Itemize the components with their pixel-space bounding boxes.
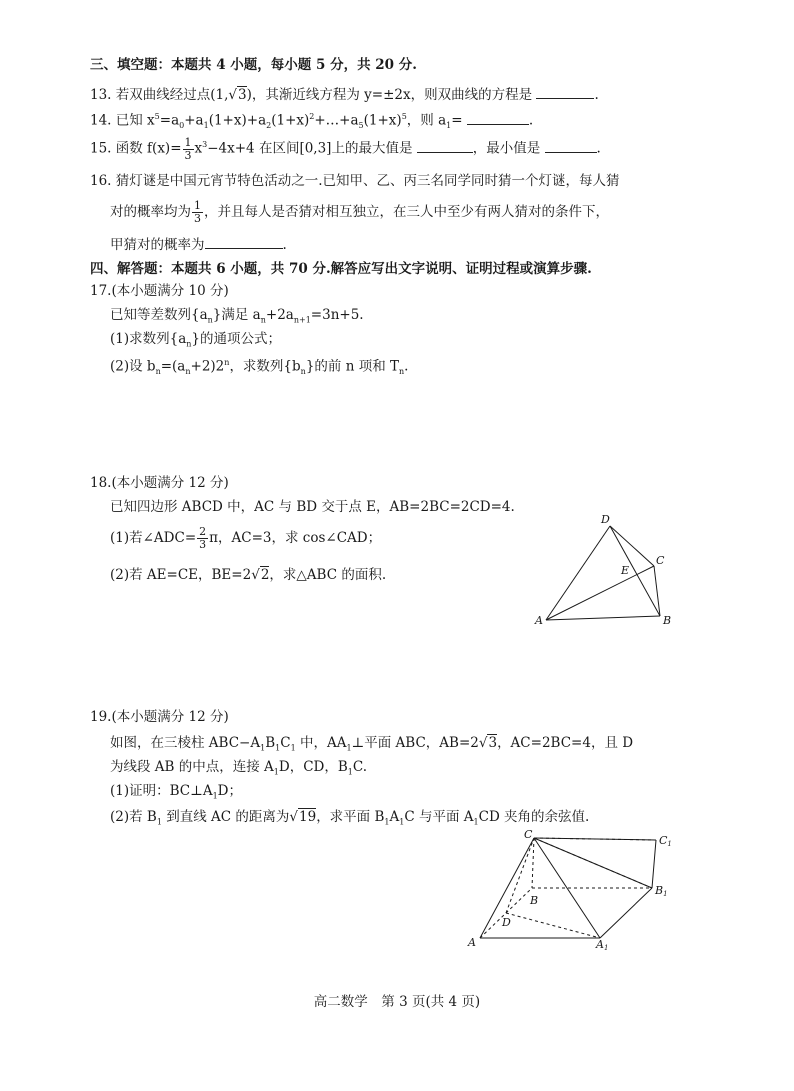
label-E: E (621, 564, 630, 577)
q18-part2: (2)若 AE=CE，BE=2√2，求△ABC 的面积. (110, 567, 387, 583)
q19-title: 19.(本小题满分 12 分) (90, 709, 229, 725)
label-C: C (656, 554, 665, 567)
answer-blank-15-min (545, 138, 597, 153)
label-A: A (535, 614, 543, 627)
diagonal-BD (610, 526, 660, 616)
q17-part2: (2)设 $b_n=(a_n+2)2^n$，求数列$\{b_n\}$的前 n 项和 $T_n$. (110, 358, 409, 377)
q19-part2: (2)若 $B_1$ 到直线 AC 的距离为√19，求平面 $B_1A_1C$ 与平面 $A_1CD$ 夹角的余弦值. (110, 809, 590, 827)
label-B1: B1 (655, 884, 668, 898)
question-14: 14. 已知 $x^5=a_0+a_1(1+x)+a_2(1+x)^2+\dots+a_5(1+x)^5$，则 $a_1=$ . (90, 108, 533, 135)
edge-DC (610, 526, 654, 566)
edge-CB-hidden (532, 838, 534, 888)
q17-part1: (1)求数列$\{a_n\}$的通项公式； (110, 331, 282, 349)
q17-stem: 已知等差数列$\{a_n\}$满足 $a_n+2a_{n+1}=3n+5$. (110, 307, 364, 325)
label-C: C (524, 828, 533, 841)
answer-blank-16 (205, 234, 283, 249)
q19-stem-line2: 为线段 AB 的中点，连接 $A_1D$，CD，$B_1C$. (110, 759, 368, 777)
question-16-line3: 甲猜对的概率为 . (110, 234, 287, 254)
question-16-line2: 对的概率均为 $\frac{1}{3}$ ，并且每人是否猜对相互独立，在三人中至少有两人猜对的条件下， (110, 199, 609, 225)
page-footer: 高二数学 第 3 页(共 4 页) (313, 994, 481, 1010)
q18-part1: (1)若∠ADC= $\frac{2}{3}$ π，AC=3，求 cos∠CAD； (110, 525, 382, 551)
label-D: D (502, 916, 511, 929)
q19-prism-figure (460, 826, 680, 952)
answer-blank-14 (467, 110, 529, 125)
q19-stem-line1: 如图，在三棱柱 $ABC-A_1B_1C_1$ 中，$AA_1\perp$平面 ABC，AB=2√3，AC=2BC=4，且 D (110, 735, 634, 753)
edge-AD (546, 526, 610, 620)
question-15: 15. 函数 f(x)= $\frac{1}{3}$ $x^3-4x+4$ 在区间[0,3]上的最大值是 ，最小值是 . (90, 135, 601, 162)
q18-stem: 已知四边形 ABCD 中，AC 与 BD 交于点 E，AB=2BC=2CD=4. (110, 499, 515, 515)
q18-quadrilateral-figure (530, 510, 680, 630)
q17-title: 17.(本小题满分 10 分) (90, 283, 229, 299)
q18-title: 18.(本小题满分 12 分) (90, 475, 229, 491)
answer-blank-13 (536, 84, 594, 99)
edge-AB (546, 616, 660, 620)
edge-B1A1 (600, 888, 652, 938)
answer-blank-15-max (417, 138, 473, 153)
edge-CB (654, 566, 660, 616)
label-A1: A1 (596, 938, 609, 952)
label-A: A (468, 936, 476, 949)
section4-header: 四、解答题：本题共 6 小题，共 70 分.解答应写出文字说明、证明过程或演算步骤. (90, 261, 592, 277)
question-16-line1: 16. 猜灯谜是中国元宵节特色活动之一.已知甲、乙、丙三名同学同时猜一个灯谜，每人猜 (90, 173, 620, 189)
question-13: 13. 若双曲线经过点(1,√3)，其渐近线方程为 y=±2x，则双曲线的方程是 . (90, 84, 599, 104)
label-B: B (530, 894, 539, 907)
edge-CA1 (534, 838, 600, 938)
diagonal-AC (546, 566, 654, 620)
q19-part1: (1)证明：$BC\perp A_1D$； (110, 783, 242, 801)
edge-top-hidden (534, 838, 656, 840)
label-B: B (663, 614, 672, 627)
section3-header: 三、填空题：本题共 4 小题，每小题 5 分，共 20 分. (90, 57, 417, 73)
edge-C1B1 (652, 840, 656, 888)
label-C1: C1 (659, 834, 672, 848)
label-D: D (601, 513, 610, 526)
